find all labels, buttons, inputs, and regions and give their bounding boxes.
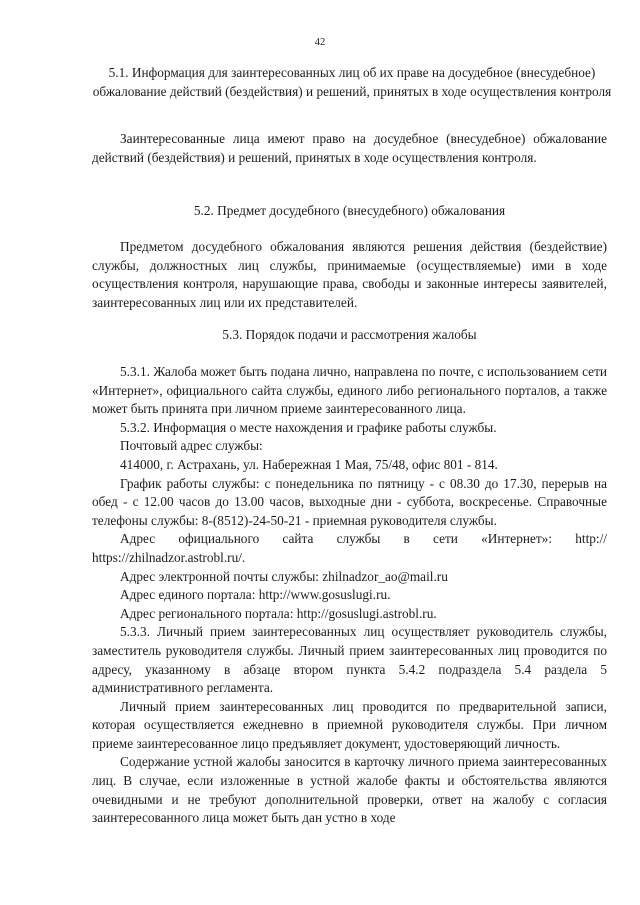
section-5-1-paragraph: Заинтересованные лица имеют право на досудебное (внесудебное) обжалование действий (бездействия) и решений, принятых в ходе осуществления контроля. [92,131,607,165]
section-5-2-heading: 5.2. Предмет досудебного (внесудебного) обжалования [193,203,506,218]
email-address: Адрес электронной почты службы: zhilnadzor_ao@mail.ru [120,568,448,584]
work-schedule-paragraph: График работы службы: с понедельника по пятницу - с 08.30 до 17.30, перерыв на обед - с 12.00 часов до 13.00 часов, выходные дни - суббота, воскресенье. Справочные телефоны службы: 8-(8512)-24-50-21 - приемная руководителя службы. [92,475,607,528]
postal-address: 414000, г. Астрахань, ул. Набережная 1 Мая, 75/48, офис 801 - 814. [120,456,498,472]
section-5-2-paragraph: Предметом досудебного обжалования являются решения действия (бездействие) службы, должностных лиц службы, принимаемые (осуществляемые) ими в ходе осуществления контроля, нарушающие права, свободы и законные интересы заявителей, заинтересованных лиц или их представителей. [92,239,607,310]
paragraph-5-3-1: 5.3.1. Жалоба может быть подана лично, направлена по почте, с использованием сети «Интернет», официального сайта службы, единого либо регионального порталов, а также может быть принята при личном приеме заинтересованного лица. [92,364,607,417]
website-address: Адрес официального сайта службы в сети «Интернет»: http:// https://zhilnadzor.astrobl.ru/. [92,531,607,565]
section-5-3-heading: 5.3. Порядок подачи и рассмотрения жалобы [222,327,477,342]
section-5-3-body [92,363,607,828]
unified-portal-address: Адрес единого портала: http://www.gosuslugi.ru. [120,587,391,603]
oral-complaint-paragraph: Содержание устной жалобы заносится в карточку личного приема заинтересованных лиц. В случае, если изложенные в устной жалобе факты и обстоятельства являются очевидными и не требуют дополнительной проверки, ответ на жалобу с согласия заинтересованного лица может быть дан устно в ходе [92,754,607,826]
postal-address-label: Почтовый адрес службы: [120,438,263,454]
paragraph-5-3-2: 5.3.2. Информация о месте нахождения и графике работы службы. [120,419,497,435]
regional-portal-address: Адрес регионального портала: http://gosuslugi.astrobl.ru. [120,605,437,621]
page-number: 42 [314,37,326,48]
paragraph-5-3-3: 5.3.3. Личный прием заинтересованных лиц осуществляет руководитель службы, заместитель руководителя службы. Личный прием заинтересованных лиц проводится по адресу, указанному в абзаце втором пункта 5.4.2 подраздела 5.4 раздела 5 административного регламента. [92,624,607,696]
section-5-1-heading: 5.1. Информация для заинтересованных лиц об их праве на досудебное (внесудебное) обжалование действий (бездействия) и решений, принятых в ходе осуществления контроля [92,65,612,99]
reception-paragraph: Личный прием заинтересованных лиц проводится по предварительной записи, которая осуществляется ежедневно в приемной руководителя службы. При личном приеме заинтересованное лицо предъявляет документ, удостоверяющий личность. [92,698,607,751]
